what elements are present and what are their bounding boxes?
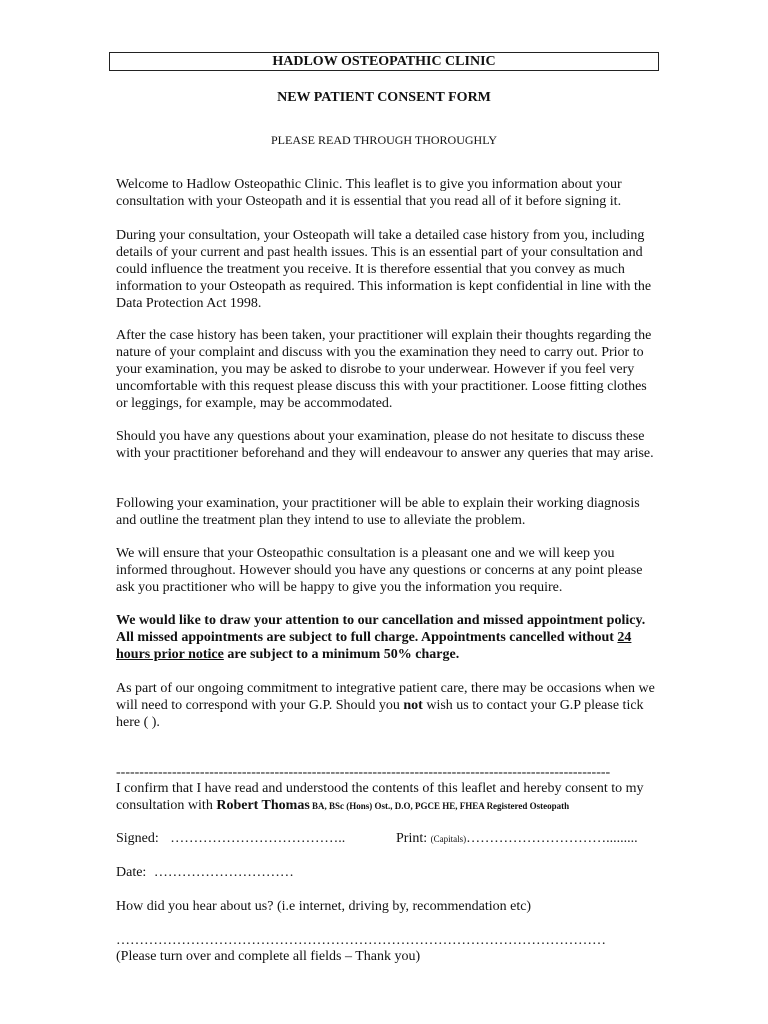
clinic-name-box [109,52,659,71]
policy-text-a: We would like to draw your attention to our cancellation and missed appointment policy. All missed appointments are subject to full charge. Appointments cancelled without [116,613,646,645]
form-title: NEW PATIENT CONSENT FORM [277,90,491,105]
assurance-paragraph: We will ensure that your Osteopathic consultation is a pleasant one and we will keep you informed throughout. However should you have any questions or concerns at any point please ask you practitioner who will be happy to give you the information you require. [116,546,643,595]
questions-paragraph: Should you have any questions about your examination, please do not hesitate to discuss these with your practitioner beforehand and they will endeavour to answer any queries that may arise. [116,429,654,461]
print-hint: (Capitals) [430,834,467,844]
date-field[interactable]: ………………………… [153,865,294,880]
practitioner-qualifications: BA, BSc (Hons) Ost., D.O, PGCE HE, FHEA Registered Osteopath [309,801,570,811]
diagnosis-paragraph: Following your examination, your practitioner will be able to explain their working diagnosis and outline the treatment plan they intend to use to alleviate the problem. [116,496,640,528]
date-label: Date: [116,865,147,880]
date-row [116,864,656,881]
heard-question: How did you hear about us? (i.e internet, driving by, recommendation etc) [116,899,532,914]
examination-paragraph: After the case history has been taken, your practitioner will explain their thoughts regarding the nature of your complaint and discuss with you the examination they need to carry out. Prior to your examination, you may be asked to disrobe to your underwear. However if you feel very uncomfortable with this request please discuss this with your practitioner. Loose fitting clothes or leggings, for example, may be accommodated. [116,328,652,411]
intro-paragraph: Welcome to Hadlow Osteopathic Clinic. This leaflet is to give you information about your consultation with your Osteopath and it is essential that you read all of it before signing it. [116,177,622,209]
print-field[interactable]: …………………………......... [466,831,638,846]
consultation-paragraph: During your consultation, your Osteopath will take a detailed case history from you, including details of your current and past health issues. This is an essential part of your consultation and could influence the treatment you receive. It is therefore essential that you convey as much information to your Osteopath as required. This information is kept confidential in line with the Data Protection Act 1998. [116,228,652,311]
gp-text-b: wish us to contact your G.P please tick here ( ). [116,698,644,730]
gp-text-a: As part of our ongoing commitment to integrative patient care, there may be occasions when we will need to correspond with your G.P. Should you [116,681,655,713]
consent-text: I confirm that I have read and understood the contents of this leaflet and hereby consent to my consultation with [116,781,644,813]
practitioner-name: Robert Thomas [216,798,310,813]
consent-statement [116,780,656,815]
print-row [396,830,658,848]
clinic-name: HADLOW OSTEOPATHIC CLINIC [272,54,496,69]
divider-line: ---------------------------------------------------------------------------------------------------------- [116,765,611,780]
cancellation-policy [116,612,656,663]
read-note: PLEASE READ THROUGH THOROUGHLY [270,133,498,147]
gp-not: not [403,698,423,713]
policy-notice-period: 24 hours prior notice [116,630,632,662]
heard-field[interactable]: …………………………………………………………………………………………… [116,933,606,948]
print-label: Print: [396,831,428,846]
signed-label: Signed: [116,831,159,846]
gp-paragraph [116,680,656,731]
policy-text-b: are subject to a minimum 50% charge. [223,647,460,662]
signed-field[interactable]: ……………………………….. [170,831,346,846]
footer-note: (Please turn over and complete all fields – Thank you) [116,949,421,964]
